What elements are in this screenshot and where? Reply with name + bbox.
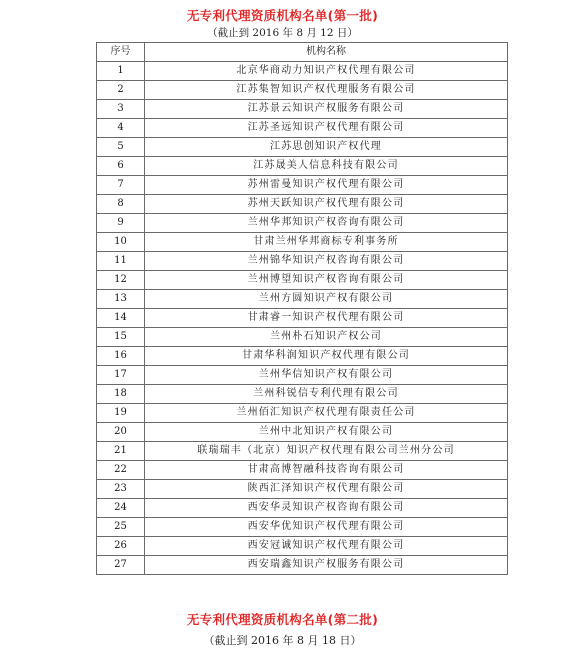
table-row	[97, 404, 508, 423]
table-row	[97, 271, 508, 290]
row-number: 4	[97, 119, 145, 138]
list-date-batch-2: （截止到 2016 年 8 月 18 日）	[203, 634, 362, 647]
row-number: 6	[97, 157, 145, 176]
organization-name: 江苏晟美人信息科技有限公司	[145, 157, 508, 176]
table-row	[97, 328, 508, 347]
organization-name: 江苏圣远知识产权代理有限公司	[145, 119, 508, 138]
organization-name: 兰州佰汇知识产权代理有限责任公司	[145, 404, 508, 423]
row-number: 19	[97, 404, 145, 423]
table-row	[97, 442, 508, 461]
row-number: 22	[97, 461, 145, 480]
organization-name: 西安冠诚知识产权代理有限公司	[145, 537, 508, 556]
table-row	[97, 138, 508, 157]
row-number: 1	[97, 62, 145, 81]
row-number: 18	[97, 385, 145, 404]
table-row	[97, 62, 508, 81]
organization-name: 联瑞瑞丰（北京）知识产权代理有限公司兰州分公司	[145, 442, 508, 461]
row-number: 3	[97, 100, 145, 119]
table-row	[97, 100, 508, 119]
row-number: 8	[97, 195, 145, 214]
organization-table	[96, 42, 508, 575]
organization-name: 兰州科锐信专利代理有限公司	[145, 385, 508, 404]
row-number: 10	[97, 233, 145, 252]
column-header-number: 序号	[97, 43, 145, 62]
row-number: 16	[97, 347, 145, 366]
row-number: 13	[97, 290, 145, 309]
list-title-batch-2: 无专利代理资质机构名单(第二批)	[186, 612, 379, 627]
organization-name: 兰州华信知识产权有限公司	[145, 366, 508, 385]
organization-name: 甘肃兰州华邦商标专利事务所	[145, 233, 508, 252]
organization-name: 甘肃华科润知识产权代理有限公司	[145, 347, 508, 366]
table-row	[97, 461, 508, 480]
organization-name: 兰州中北知识产权有限公司	[145, 423, 508, 442]
list-date-batch-1: （截止到 2016 年 8 月 12 日）	[207, 27, 358, 39]
organization-name: 兰州博望知识产权咨询有限公司	[145, 271, 508, 290]
organization-name: 兰州朴石知识产权公司	[145, 328, 508, 347]
table-row	[97, 423, 508, 442]
table-row	[97, 347, 508, 366]
row-number: 14	[97, 309, 145, 328]
table-row	[97, 252, 508, 271]
organization-name: 江苏景云知识产权服务有限公司	[145, 100, 508, 119]
table-row	[97, 81, 508, 100]
organization-name: 江苏集智知识产权代理服务有限公司	[145, 81, 508, 100]
organization-name: 西安华灵知识产权咨询有限公司	[145, 499, 508, 518]
organization-name: 甘肃高博智融科技咨询有限公司	[145, 461, 508, 480]
column-header-name: 机构名称	[145, 43, 508, 62]
row-number: 5	[97, 138, 145, 157]
row-number: 17	[97, 366, 145, 385]
table-row	[97, 214, 508, 233]
table-row	[97, 385, 508, 404]
organization-name: 兰州锦华知识产权咨询有限公司	[145, 252, 508, 271]
row-number: 9	[97, 214, 145, 233]
list-title-batch-1: 无专利代理资质机构名单(第一批)	[186, 8, 379, 23]
row-number: 20	[97, 423, 145, 442]
table-row	[97, 518, 508, 537]
table-row	[97, 537, 508, 556]
row-number: 27	[97, 556, 145, 575]
table-row	[97, 290, 508, 309]
row-number: 21	[97, 442, 145, 461]
organization-name: 苏州雷曼知识产权代理有限公司	[145, 176, 508, 195]
organization-name: 陕西汇泽知识产权代理有限公司	[145, 480, 508, 499]
table-row	[97, 195, 508, 214]
table-row	[97, 480, 508, 499]
row-number: 12	[97, 271, 145, 290]
table-row	[97, 119, 508, 138]
table-row	[97, 176, 508, 195]
table-row	[97, 309, 508, 328]
row-number: 2	[97, 81, 145, 100]
organization-name: 西安华优知识产权代理有限公司	[145, 518, 508, 537]
row-number: 11	[97, 252, 145, 271]
table-row	[97, 556, 508, 575]
row-number: 25	[97, 518, 145, 537]
organization-name: 兰州方圆知识产权有限公司	[145, 290, 508, 309]
organization-name: 苏州天跃知识产权代理有限公司	[145, 195, 508, 214]
row-number: 23	[97, 480, 145, 499]
organization-name: 北京华商动力知识产权代理有限公司	[145, 62, 508, 81]
table-row	[97, 499, 508, 518]
row-number: 26	[97, 537, 145, 556]
row-number: 15	[97, 328, 145, 347]
organization-name: 甘肃睿一知识产权代理有限公司	[145, 309, 508, 328]
table-row	[97, 233, 508, 252]
row-number: 24	[97, 499, 145, 518]
organization-name: 江苏思创知识产权代理	[145, 138, 508, 157]
table-header-row	[97, 43, 508, 62]
table-body	[97, 62, 508, 575]
table-row	[97, 366, 508, 385]
table-row	[97, 157, 508, 176]
organization-name: 西安瑞鑫知识产权服务有限公司	[145, 556, 508, 575]
organization-name: 兰州华邦知识产权咨询有限公司	[145, 214, 508, 233]
row-number: 7	[97, 176, 145, 195]
